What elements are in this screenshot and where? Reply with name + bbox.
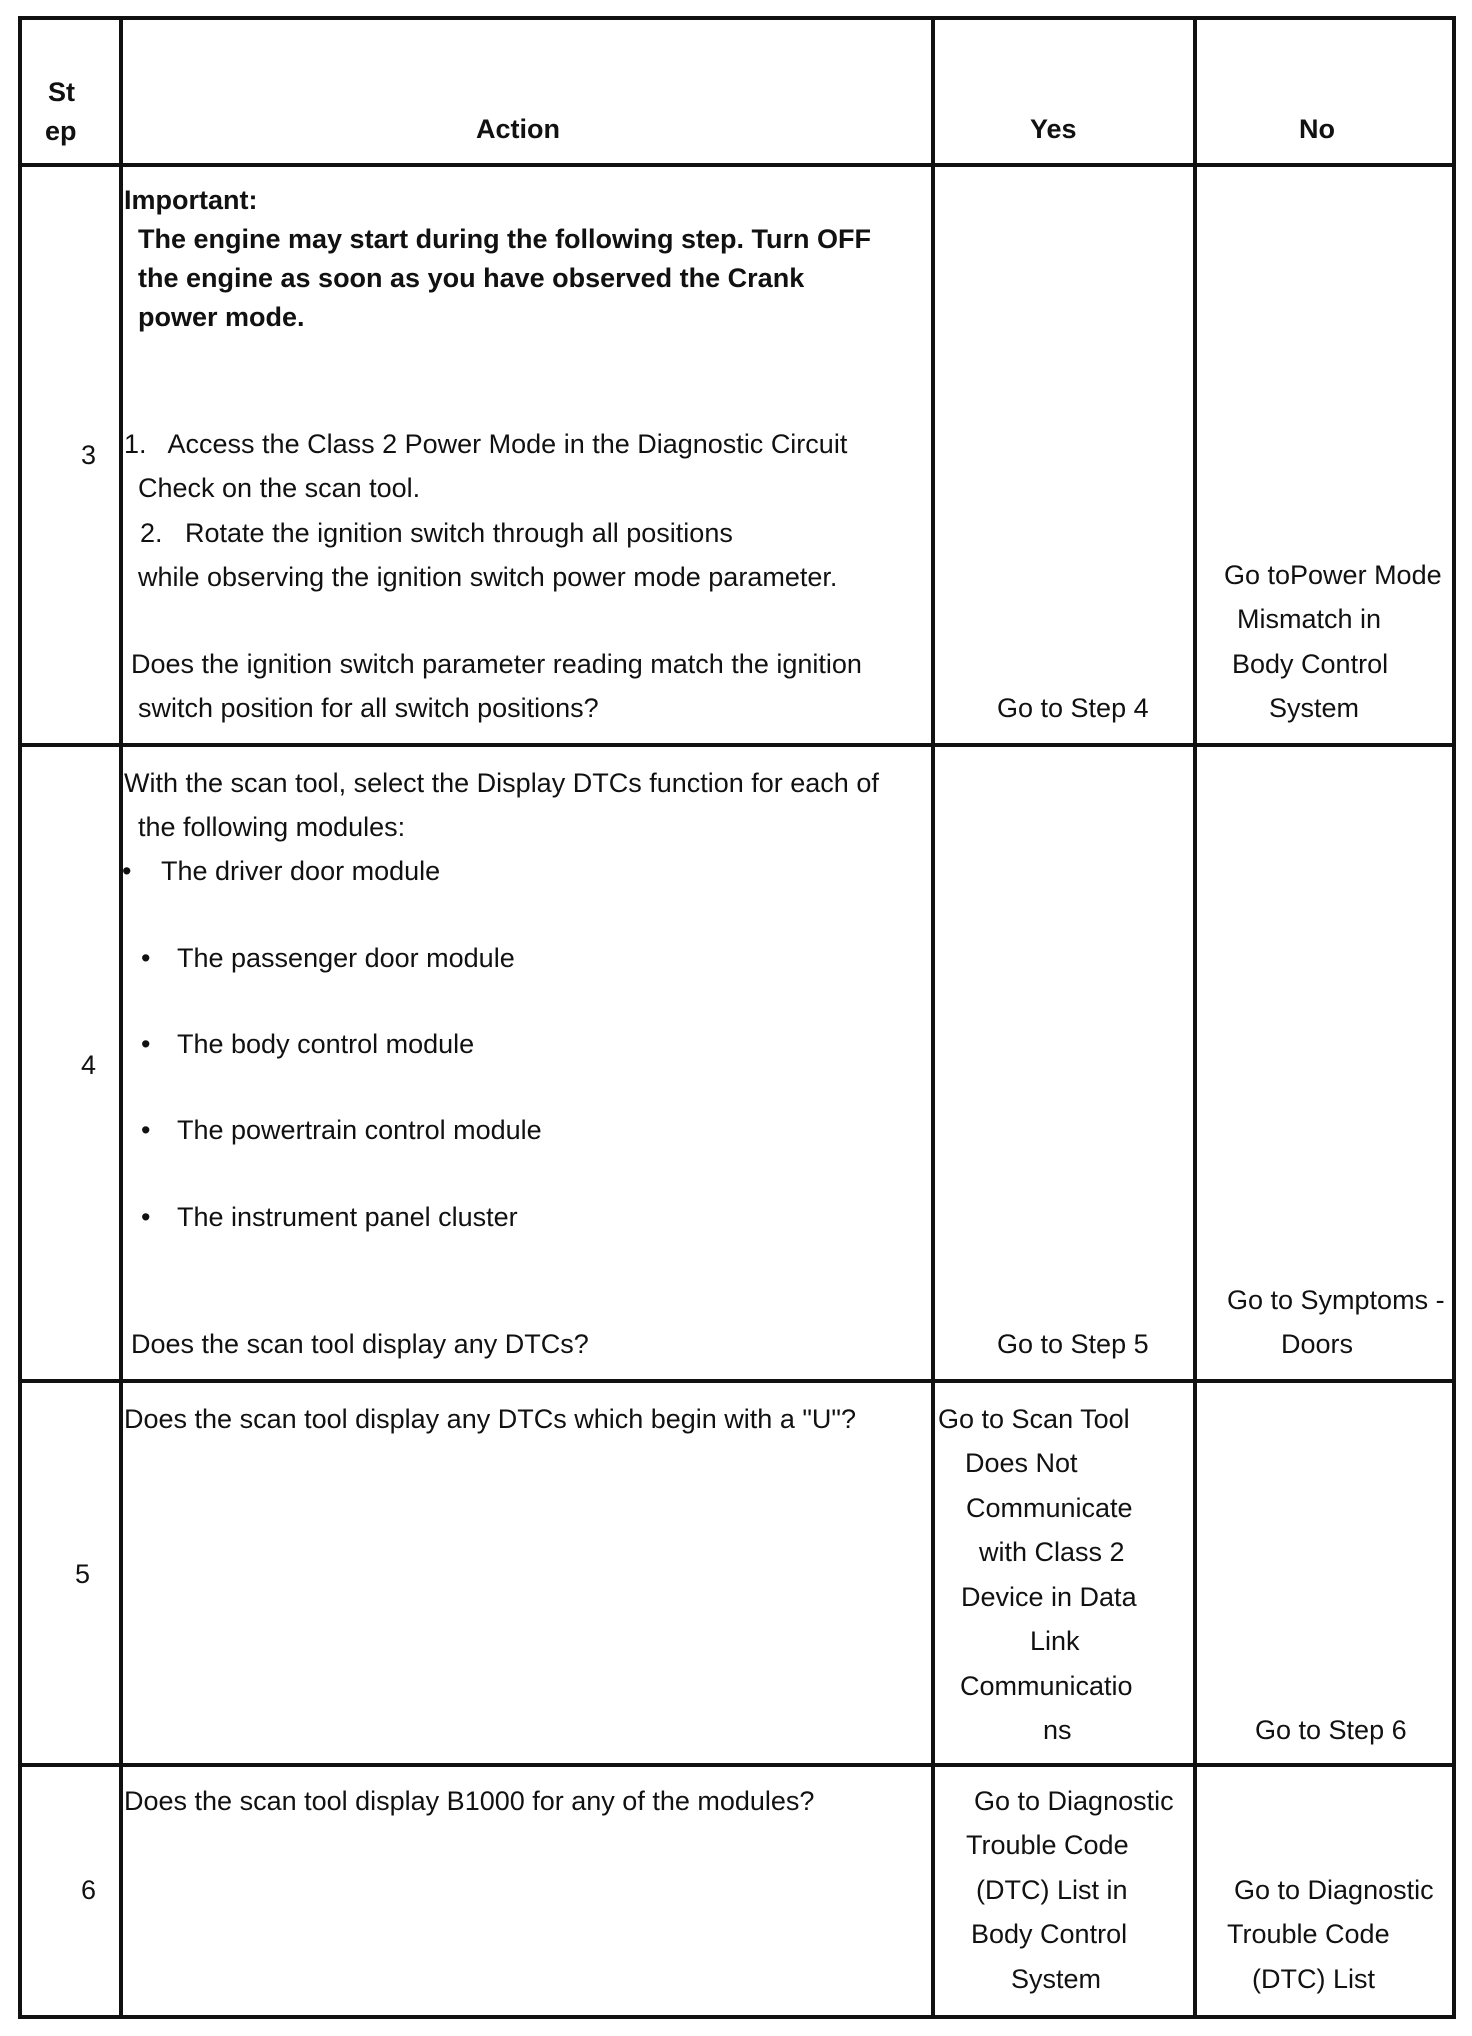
header-divider: [18, 163, 1456, 167]
yes-result-line: Trouble Code: [966, 1830, 1129, 1860]
step-number: 6: [81, 1875, 97, 1905]
yes-result-line: System: [1011, 1964, 1102, 1994]
no-result-line: Go to Symptoms -: [1227, 1285, 1445, 1315]
action-step-2-cont: while observing the ignition switch power mode parameter.: [138, 562, 838, 592]
no-result-line: (DTC) List: [1252, 1964, 1375, 1994]
yes-result-line: with Class 2: [979, 1537, 1125, 1567]
header-no: No: [1299, 114, 1335, 144]
no-result: Go to Step 6: [1255, 1715, 1407, 1745]
yes-result-line: Go to Diagnostic: [974, 1786, 1174, 1816]
yes-result-line: Does Not: [965, 1448, 1078, 1478]
bullet-item: The passenger door module: [177, 943, 515, 973]
step-number: 4: [81, 1050, 97, 1080]
yes-result-line: ns: [1043, 1715, 1072, 1745]
col-divider-action-yes: [931, 16, 935, 2019]
action-question-cont: switch position for all switch positions?: [138, 693, 599, 723]
step-number: 3: [81, 440, 97, 470]
step-number: 5: [75, 1559, 91, 1589]
action-question: Does the ignition switch parameter reading match the ignition: [131, 649, 862, 679]
yes-result-line: Communicatio: [960, 1671, 1133, 1701]
important-text-line: the engine as soon as you have observed the Crank: [138, 263, 805, 293]
header-action: Action: [476, 114, 560, 144]
bullet-item: The body control module: [177, 1029, 475, 1059]
yes-result-line: Link: [1030, 1626, 1080, 1656]
row-divider-5-6: [18, 1763, 1456, 1767]
table-border-top: [18, 16, 1456, 20]
yes-result: Go to Step 5: [997, 1329, 1149, 1359]
table-border-bottom: [18, 2015, 1456, 2019]
yes-result: Go to Step 4: [997, 693, 1149, 723]
bullet-icon: •: [141, 943, 151, 973]
bullet-icon: •: [122, 856, 132, 886]
action-step-2: 2. Rotate the ignition switch through all positions: [140, 518, 733, 548]
bullet-item: The instrument panel cluster: [177, 1202, 518, 1232]
yes-result-line: Go to Scan Tool: [938, 1404, 1130, 1434]
yes-result-line: (DTC) List in: [976, 1875, 1128, 1905]
header-step-line1: St: [48, 77, 75, 107]
table-border-right: [1452, 16, 1456, 2019]
important-label: Important:: [124, 185, 258, 215]
header-yes: Yes: [1030, 114, 1077, 144]
bullet-item: The powertrain control module: [177, 1115, 542, 1145]
col-divider-step-action: [119, 16, 123, 2019]
no-result-line: Go toPower Mode: [1224, 560, 1442, 590]
action-intro: With the scan tool, select the Display DTCs function for each of: [124, 768, 879, 798]
row-divider-4-5: [18, 1379, 1456, 1383]
no-result-line: Doors: [1281, 1329, 1354, 1359]
yes-result-line: Body Control: [971, 1919, 1128, 1949]
bullet-icon: •: [141, 1115, 151, 1145]
important-text-line: The engine may start during the following step. Turn OFF: [138, 224, 872, 254]
no-result-line: Body Control: [1232, 649, 1389, 679]
important-text-line: power mode.: [138, 302, 305, 332]
no-result-line: System: [1269, 693, 1360, 723]
bullet-item: The driver door module: [161, 856, 441, 886]
col-divider-yes-no: [1193, 16, 1197, 2019]
table-border-left: [18, 16, 22, 2019]
action-question: Does the scan tool display any DTCs which begin with a "U"?: [124, 1404, 857, 1434]
action-step-1-cont: Check on the scan tool.: [138, 473, 421, 503]
action-intro-cont: the following modules:: [138, 812, 406, 842]
no-result-line: Trouble Code: [1227, 1919, 1390, 1949]
action-question: Does the scan tool display B1000 for any of the modules?: [124, 1786, 815, 1816]
row-divider-3-4: [18, 743, 1456, 747]
no-result-line: Mismatch in: [1237, 604, 1382, 634]
yes-result-line: Communicate: [966, 1493, 1133, 1523]
header-step-line2: ep: [45, 116, 77, 146]
action-question: Does the scan tool display any DTCs?: [131, 1329, 589, 1359]
bullet-icon: •: [141, 1202, 151, 1232]
action-step-1: 1. Access the Class 2 Power Mode in the Diagnostic Circuit: [124, 429, 848, 459]
bullet-icon: •: [141, 1029, 151, 1059]
no-result-line: Go to Diagnostic: [1234, 1875, 1434, 1905]
yes-result-line: Device in Data: [961, 1582, 1137, 1612]
